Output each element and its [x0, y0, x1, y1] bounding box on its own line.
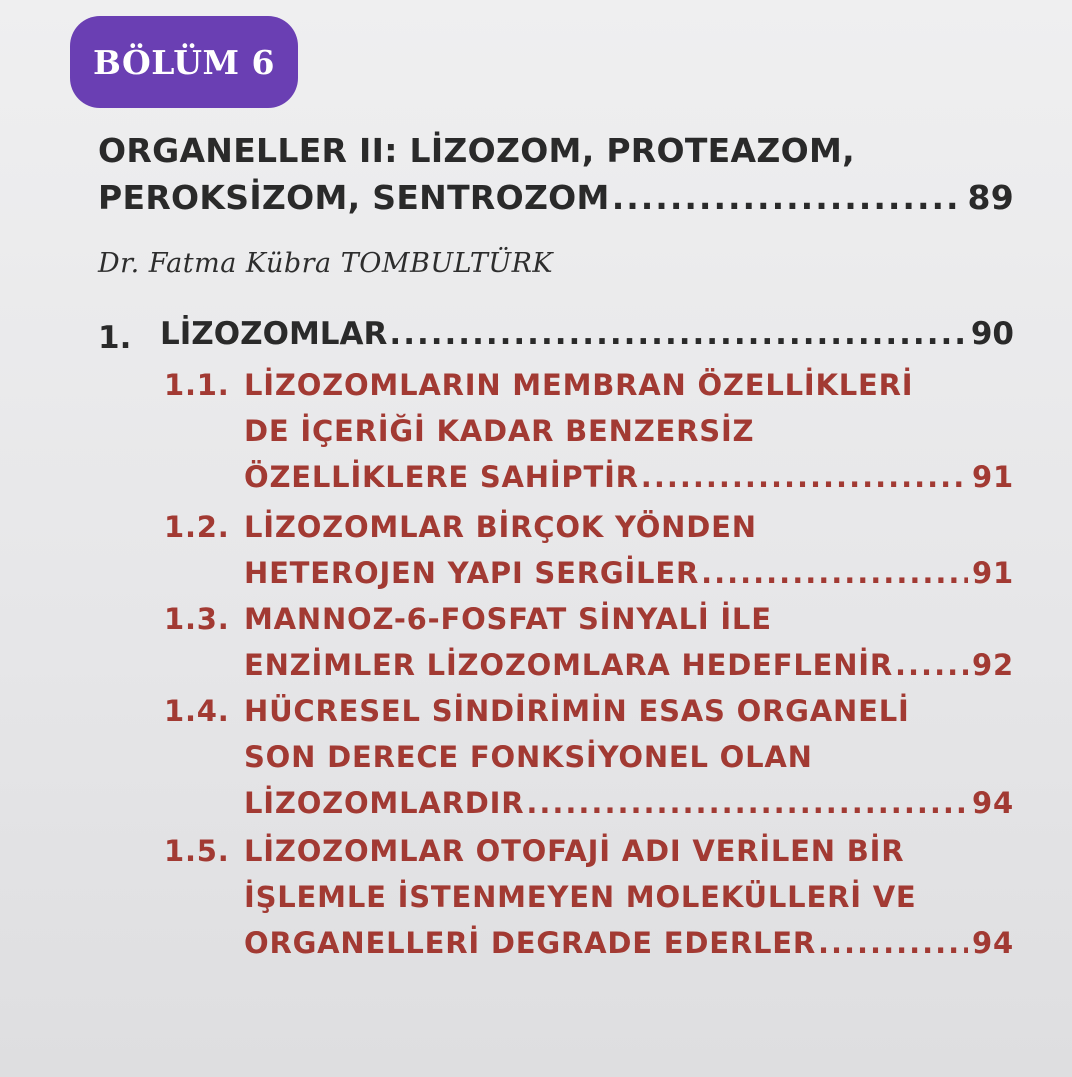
subsection-number: 1.3. [164, 602, 230, 636]
subsection-title-last-line [244, 642, 1014, 688]
toc-entry-section-1[interactable] [160, 316, 1014, 352]
section-number: 1. [98, 320, 132, 356]
subsection-title-line: ENZİMLER LİZOZOMLARA HEDEFLENİR [244, 648, 894, 682]
subsection-title-line: ORGANELLERİ DEGRADE EDERLER [244, 926, 816, 960]
chapter-badge [70, 16, 298, 108]
subsection-title-line: DE İÇERİĞİ KADAR BENZERSİZ [244, 414, 755, 448]
page-number: 91 [972, 460, 1014, 494]
section-title: LİZOZOMLAR [160, 316, 388, 352]
leader-dots [818, 920, 968, 966]
subsection-title-line: SON DERECE FONKSİYONEL OLAN [244, 740, 813, 774]
subsection-title-line: LİZOZOMLARDIR [244, 786, 525, 820]
chapter-title-text: PEROKSİZOM, SENTROZOM [98, 178, 610, 217]
page-number: 91 [972, 556, 1014, 590]
subsection-number: 1.4. [164, 694, 230, 728]
subsection-title-line: HETEROJEN YAPI SERGİLER [244, 556, 700, 590]
page-number: 94 [972, 926, 1014, 960]
subsection-title-line: LİZOZOMLAR BİRÇOK YÖNDEN [244, 510, 757, 544]
subsection-title-line: ÖZELLİKLERE SAHİPTİR [244, 460, 639, 494]
chapter-title-line-2[interactable] [98, 178, 1014, 217]
page-number: 94 [972, 786, 1014, 820]
subsection-number: 1.5. [164, 834, 230, 868]
page-number: 89 [967, 178, 1014, 217]
subsection-title-line: LİZOZOMLARIN MEMBRAN ÖZELLİKLERİ [244, 368, 914, 402]
leader-dots [641, 454, 968, 500]
leader-dots [895, 642, 968, 688]
subsection-title-line: LİZOZOMLAR OTOFAJİ ADI VERİLEN BİR [244, 834, 905, 868]
subsection-number: 1.1. [164, 368, 230, 402]
leader-dots [612, 178, 964, 217]
chapter-author: Dr. Fatma Kübra TOMBULTÜRK [98, 248, 554, 279]
subsection-title-line: İŞLEMLE İSTENMEYEN MOLEKÜLLERİ VE [244, 880, 917, 914]
subsection-title-last-line [244, 780, 1014, 826]
subsection-title-last-line [244, 550, 1014, 596]
subsection-title-line: MANNOZ-6-FOSFAT SİNYALİ İLE [244, 602, 772, 636]
subsection-title-line: HÜCRESEL SİNDİRİMİN ESAS ORGANELİ [244, 694, 910, 728]
leader-dots [701, 550, 968, 596]
chapter-badge-label: BÖLÜM 6 [93, 42, 275, 82]
leader-dots [389, 316, 966, 352]
chapter-title-line-1: ORGANELLER II: LİZOZOM, PROTEAZOM, [98, 131, 855, 170]
page-number: 92 [972, 648, 1014, 682]
page-number: 90 [970, 316, 1014, 352]
subsection-title-last-line [244, 454, 1014, 500]
leader-dots [526, 780, 968, 826]
subsection-title-last-line [244, 920, 1014, 966]
subsection-number: 1.2. [164, 510, 230, 544]
